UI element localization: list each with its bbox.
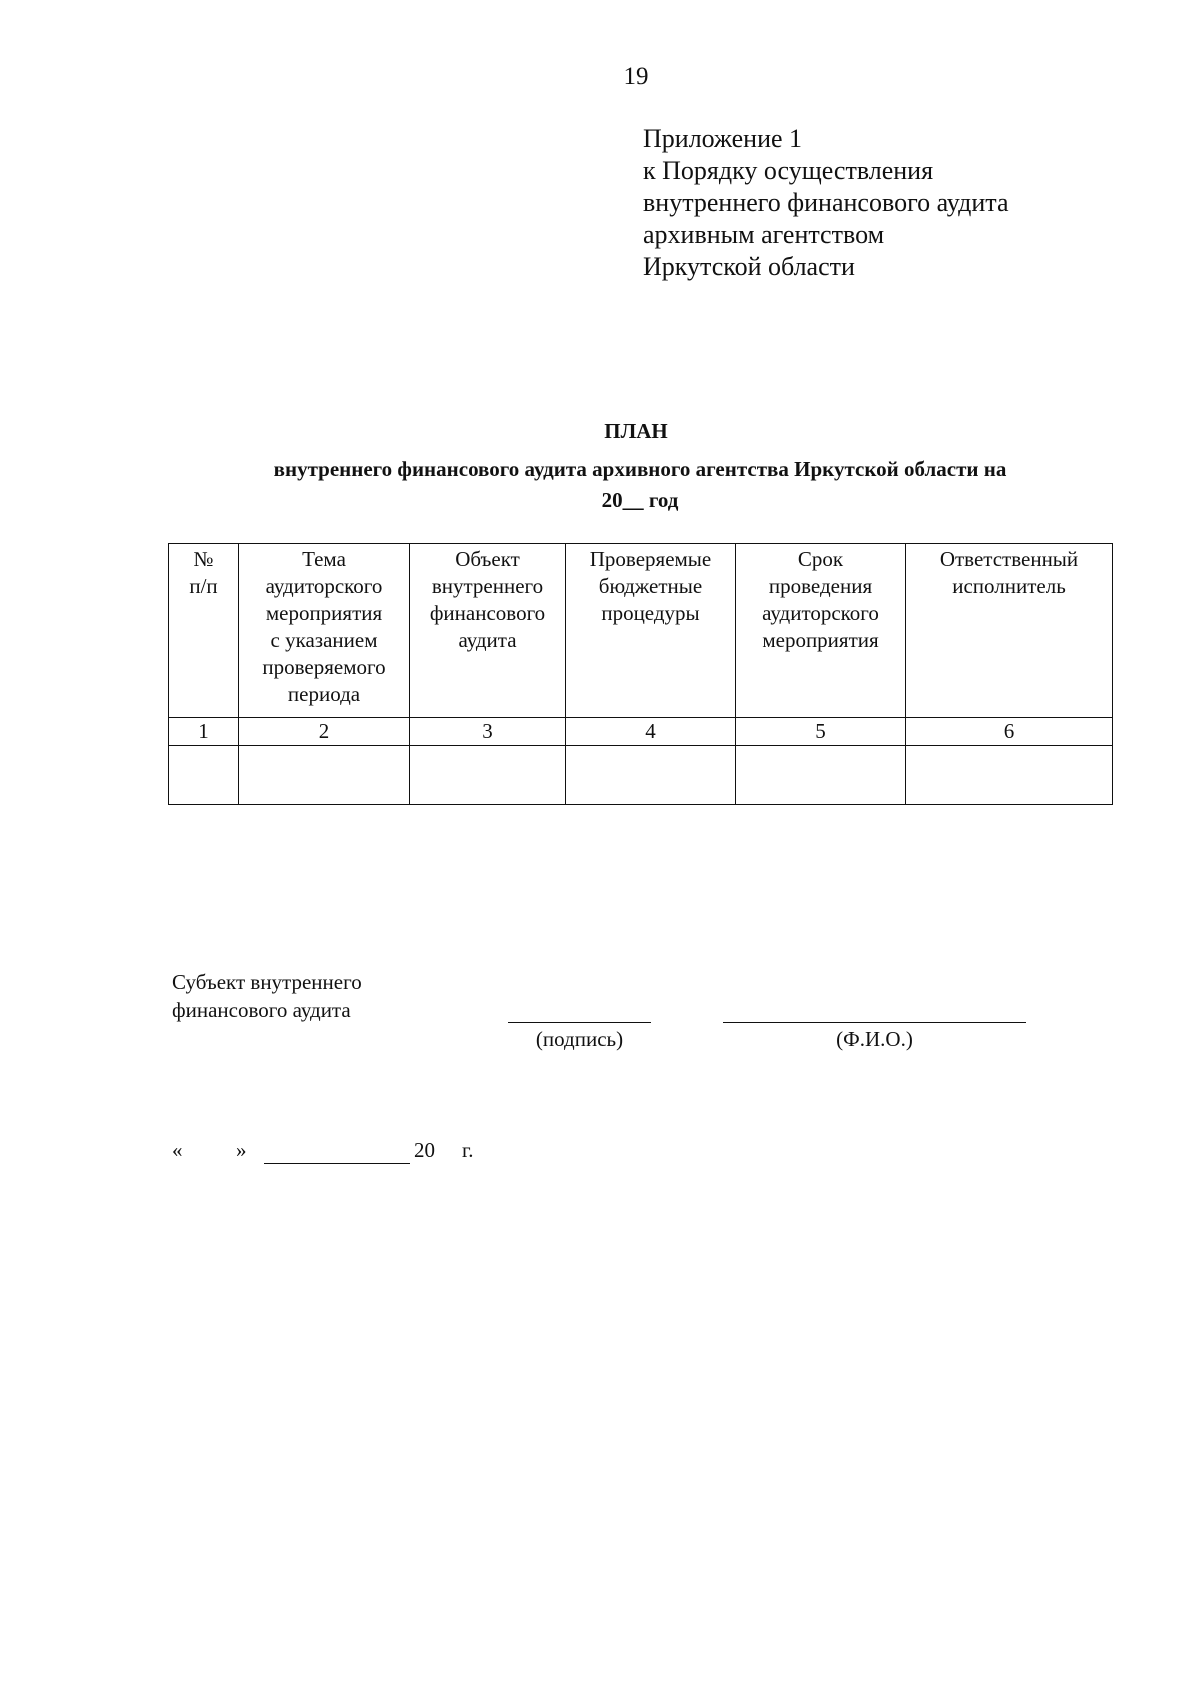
table-cell: [410, 746, 566, 805]
appendix-line: внутреннего финансового аудита: [643, 188, 1009, 217]
header-text: финансового: [429, 601, 546, 625]
appendix-line: Иркутской области: [643, 252, 855, 281]
signature-caption: (подпись): [535, 1027, 624, 1051]
page-number: 19: [623, 63, 649, 90]
plan-table: [168, 543, 1113, 805]
subtitle-line-1: внутреннего финансового аудита архивного агентства Иркутской области на: [273, 457, 1007, 481]
fio-line: [723, 1022, 1026, 1023]
date-open-quote: «: [172, 1138, 183, 1162]
header-text: п/п: [189, 574, 218, 598]
header-text: проверяемого: [262, 655, 386, 679]
column-number-cell: 6: [906, 718, 1113, 746]
header-text: с указанием: [270, 628, 378, 652]
header-text: бюджетные: [598, 574, 703, 598]
header-text: мероприятия: [762, 628, 879, 652]
column-number-cell: 2: [239, 718, 410, 746]
subtitle-line-2: 20__ год: [601, 488, 679, 512]
header-text: Ответственный: [939, 547, 1079, 571]
signature-line: [508, 1022, 651, 1023]
header-cell-procedures: [566, 544, 736, 718]
header-cell-object: [410, 544, 566, 718]
header-text: Объект: [455, 547, 520, 571]
appendix-line: Приложение 1: [643, 124, 803, 153]
date-close-quote: »: [236, 1138, 247, 1162]
subject-label: [172, 968, 362, 1024]
document-subtitle: [200, 454, 1080, 516]
header-text: внутреннего: [431, 574, 544, 598]
header-text: Тема: [302, 547, 346, 571]
table-cell: [906, 746, 1113, 805]
table-number-row: [169, 718, 1113, 746]
subject-label-line: финансового аудита: [172, 998, 351, 1022]
header-cell-term: [736, 544, 906, 718]
header-text: аудиторского: [762, 601, 879, 625]
column-number-cell: 3: [410, 718, 566, 746]
date-month-line: [264, 1163, 410, 1164]
subject-label-line: Субъект внутреннего: [172, 970, 362, 994]
header-text: проведения: [768, 574, 873, 598]
header-text: исполнитель: [952, 574, 1066, 598]
table-header-row: [169, 544, 1113, 718]
date-year-suffix: г.: [462, 1138, 474, 1162]
table-cell: [169, 746, 239, 805]
appendix-line: архивным агентством: [643, 220, 885, 249]
header-text: аудита: [458, 628, 517, 652]
header-text: мероприятия: [265, 601, 383, 625]
header-text: Проверяемые: [589, 547, 712, 571]
date-year-prefix: 20: [414, 1138, 435, 1162]
table-row: [169, 746, 1113, 805]
fio-caption: (Ф.И.О.): [836, 1027, 913, 1051]
column-number-cell: 5: [736, 718, 906, 746]
header-cell-topic: [239, 544, 410, 718]
document-title: ПЛАН: [604, 419, 668, 443]
header-text: процедуры: [601, 601, 700, 625]
appendix-line: к Порядку осуществления: [643, 156, 934, 185]
header-text: №: [193, 547, 214, 571]
column-number-cell: 4: [566, 718, 736, 746]
header-text: периода: [287, 682, 361, 706]
table-cell: [239, 746, 410, 805]
table-cell: [566, 746, 736, 805]
header-text: аудиторского: [265, 574, 383, 598]
table-cell: [736, 746, 906, 805]
appendix-note: [643, 123, 1009, 283]
column-number-cell: 1: [169, 718, 239, 746]
header-text: Срок: [797, 547, 844, 571]
header-cell-responsible: [906, 544, 1113, 718]
header-cell-number: [169, 544, 239, 718]
